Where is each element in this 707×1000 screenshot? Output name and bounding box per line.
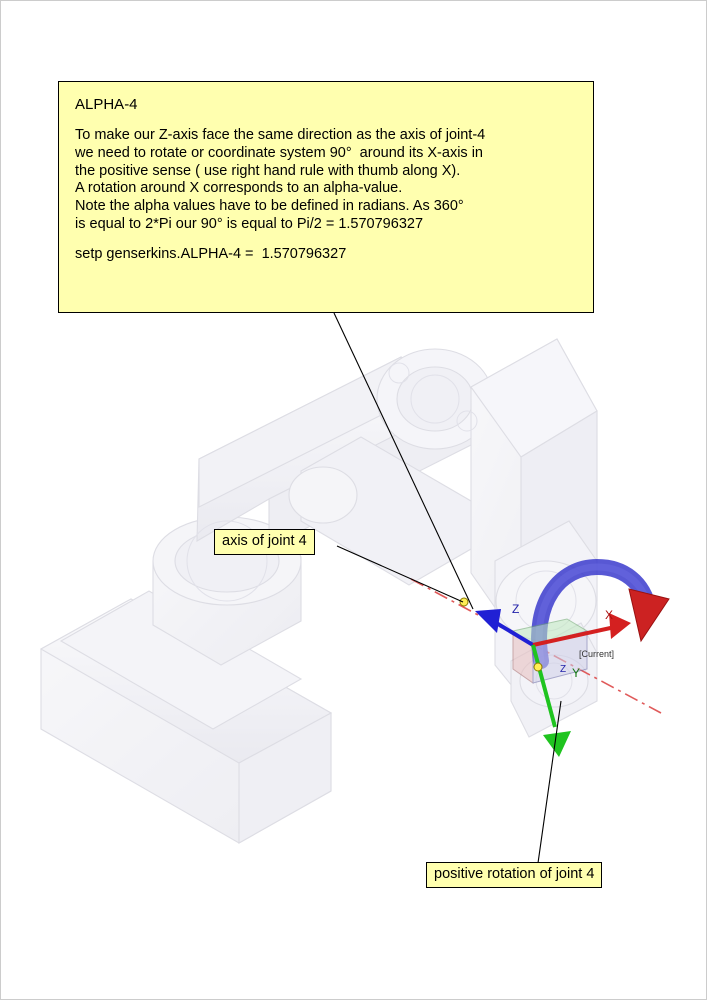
- alpha4-note-line-6: is equal to 2*Pi our 90° is equal to Pi/2 = 1.570796327: [75, 215, 424, 232]
- axis-y-label: Y: [572, 666, 581, 680]
- axis-x-label: X: [605, 608, 614, 622]
- alpha4-note-heading: ALPHA-4: [75, 96, 138, 113]
- joint-marker: [534, 663, 542, 671]
- axis-z-label: Z: [512, 602, 520, 616]
- note-spacer: [75, 233, 577, 246]
- label-positive-rotation-of-joint-4: positive rotation of joint 4: [426, 862, 602, 888]
- alpha4-note-line-5: Note the alpha values have to be defined in radians. As 360°: [75, 198, 464, 214]
- joint-marker: [460, 598, 468, 606]
- label-axis-of-joint-4: axis of joint 4: [214, 529, 315, 555]
- alpha4-note-line-1: To make our Z-axis face the same direction as the axis of joint-4: [75, 127, 486, 144]
- axis-z-label-small: Z: [560, 664, 567, 675]
- alpha4-setp-command: setp genserkins.ALPHA-4 = 1.570796327: [75, 246, 347, 263]
- alpha4-note-box: [58, 81, 594, 313]
- rotation-arrow-head: [629, 589, 669, 641]
- current-frame-label: [Current]: [579, 649, 615, 659]
- alpha4-note-line-2: we need to rotate or coordinate system 90° around its X-axis in: [75, 144, 483, 161]
- alpha4-note-line-3: the positive sense ( use right hand rule with thumb along X).: [75, 162, 461, 179]
- alpha4-note-line-4: A rotation around X corresponds to an alpha-value.: [75, 180, 403, 197]
